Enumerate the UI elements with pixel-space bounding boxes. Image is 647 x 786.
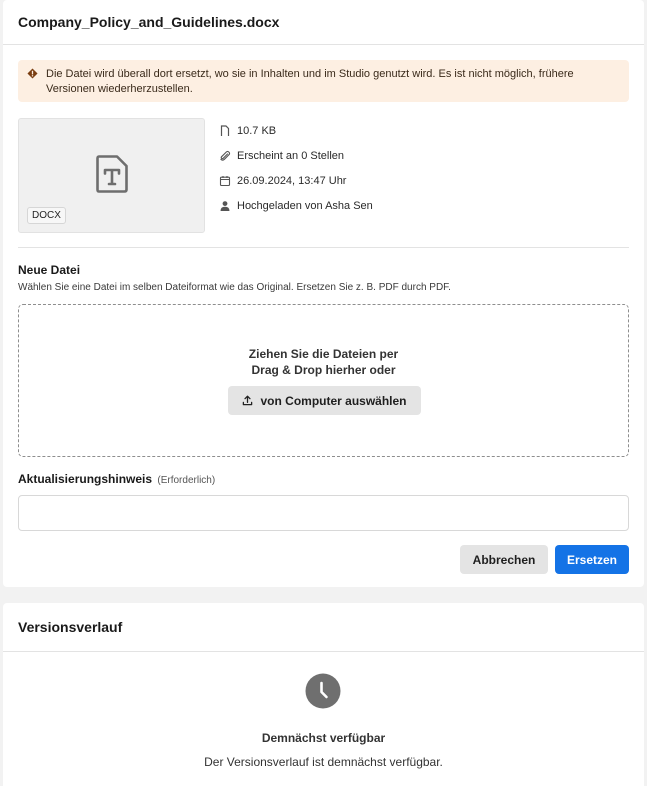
new-file-hint: Wählen Sie eine Datei im selben Dateiformat wie das Original. Ersetzen Sie z. B. PDF durch PDF. [18, 282, 451, 293]
required-marker: (Erforderlich) [157, 475, 216, 486]
user-icon [219, 200, 231, 212]
new-file-label: Neue Datei [18, 263, 81, 277]
replace-file-panel [3, 0, 644, 587]
warning-diamond-icon [27, 68, 38, 79]
file-dropzone[interactable] [18, 304, 629, 457]
calendar-icon [219, 175, 231, 187]
file-metadata [219, 118, 619, 218]
version-history-title: Versionsverlauf [18, 619, 123, 635]
usage-value: Erscheint an 0 Stellen [237, 149, 345, 162]
upload-icon [242, 395, 253, 406]
section-divider [18, 247, 629, 248]
meta-date [219, 168, 619, 193]
file-name-title: Company_Policy_and_Guidelines.docx [18, 14, 280, 30]
meta-uploader [219, 193, 619, 218]
file-outline-icon [219, 125, 231, 137]
file-size-value: 10.7 KB [237, 124, 277, 137]
update-note-label [18, 472, 215, 486]
panel-header [3, 0, 644, 45]
version-history-panel [3, 603, 644, 786]
version-history-header [3, 603, 644, 652]
choose-from-computer-button[interactable] [228, 386, 421, 415]
file-preview [18, 118, 205, 233]
text-document-icon [96, 155, 128, 193]
choose-button-label: von Computer auswählen [260, 393, 407, 408]
replace-button[interactable]: Ersetzen [555, 545, 629, 574]
update-note-input[interactable] [18, 495, 629, 531]
update-note-label-text: Aktualisierungshinweis [18, 472, 153, 486]
uploader-value: Hochgeladen von Asha Sen [237, 199, 373, 212]
replace-warning-banner [18, 60, 629, 102]
coming-soon-text: Der Versionsverlauf ist demnächst verfügbar. [204, 755, 443, 769]
dropzone-instructions [19, 346, 628, 378]
clock-icon [305, 673, 341, 709]
drop-line-2: Drag & Drop hierher oder [251, 363, 396, 377]
coming-soon-title: Demnächst verfügbar [261, 731, 386, 745]
drop-line-1: Ziehen Sie die Dateien per [248, 347, 399, 361]
meta-usage [219, 143, 619, 168]
paperclip-icon [219, 150, 231, 162]
warning-text: Die Datei wird überall dort ersetzt, wo sie in Inhalten und im Studio genutzt wird. Es ist nicht möglich, frühere Versionen wiederherzustellen. [46, 68, 574, 95]
file-extension-badge: DOCX [27, 207, 66, 224]
cancel-button[interactable]: Abbrechen [460, 545, 548, 574]
meta-size [219, 118, 619, 143]
upload-date-value: 26.09.2024, 13:47 Uhr [237, 174, 347, 187]
